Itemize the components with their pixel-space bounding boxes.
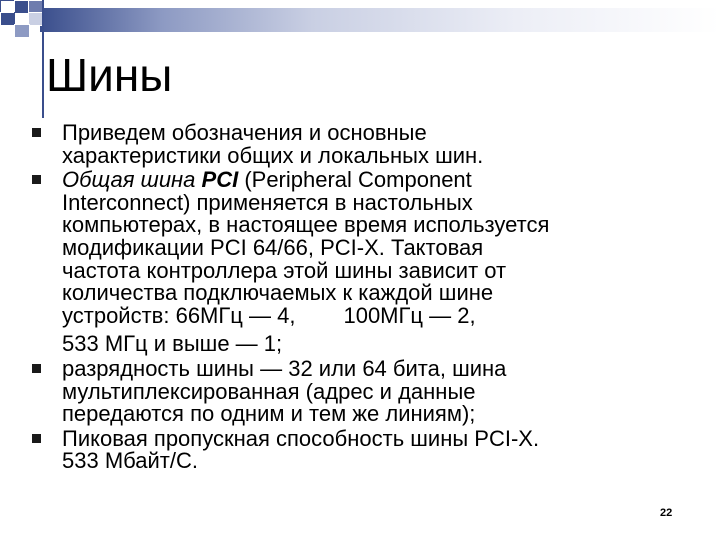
item-line: Приведем обозначения и основные: [62, 120, 427, 145]
header-gradient-band: [40, 8, 720, 32]
item-line: 533 МГц и выше — 1;: [62, 331, 283, 357]
item-line: разрядность шины — 32 или 64 бита, шина: [62, 355, 507, 381]
item-line: количества подключаемых к каждой шине: [62, 280, 494, 306]
item-line: Пиковая пропускная способность шины PCI-X.: [62, 425, 540, 451]
bold-italic-text: PCI: [201, 167, 239, 193]
square-bullet-icon: [32, 175, 41, 184]
square-bullet-icon: [32, 434, 41, 443]
item-line: частота контроллера этой шины зависит от: [62, 257, 507, 283]
list-item: [30, 355, 650, 427]
speed-text: устройств: 66МГц — 4,: [62, 302, 296, 328]
item-line: [62, 302, 650, 328]
item-line: Interconnect) применяется в настольных: [62, 189, 473, 215]
item-line: 533 Мбайт/С.: [62, 448, 198, 474]
item-text: (Peripheral Component: [238, 167, 472, 193]
decor-square: [14, 24, 30, 38]
list-item: [30, 169, 650, 356]
item-line: передаются по одним и тем же линиям);: [62, 401, 476, 427]
item-line: характеристики общих и локальных шин.: [62, 142, 484, 168]
square-bullet-icon: [32, 128, 41, 137]
item-line: [62, 169, 650, 192]
decor-vertical-line: [42, 0, 44, 118]
list-item: [30, 122, 650, 167]
item-line: компьютерах, в настоящее время используется: [62, 212, 550, 238]
italic-text: Общая шина: [62, 167, 202, 193]
list-item: [30, 425, 650, 474]
item-line: мультиплексированная (адрес и данные: [62, 378, 476, 404]
slide-title: Шины: [46, 49, 173, 101]
header-decoration: [0, 0, 720, 34]
square-bullet-icon: [32, 364, 41, 373]
item-line: модификации PCI 64/66, PCI-X. Тактовая: [62, 234, 484, 260]
bullet-list: [30, 122, 650, 475]
page-number: 22: [660, 507, 673, 519]
speed-text: 100МГц — 2,: [343, 302, 476, 328]
